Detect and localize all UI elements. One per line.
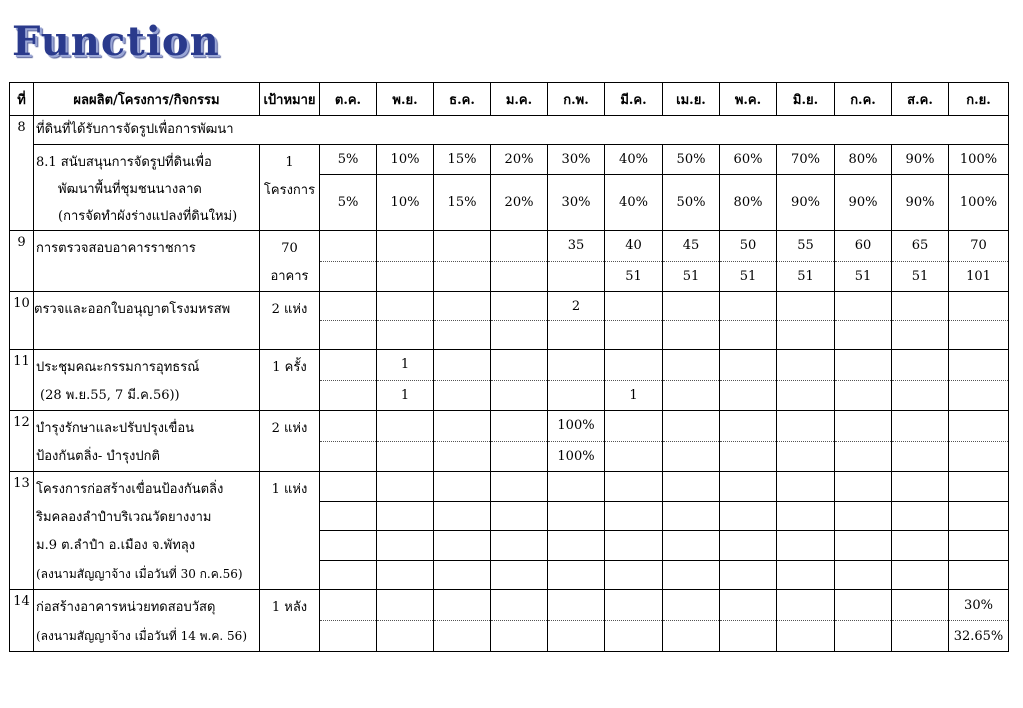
actual-cell xyxy=(491,261,548,292)
actual-cell: 51 xyxy=(835,261,892,292)
empty-cell xyxy=(605,560,663,590)
empty-cell xyxy=(320,472,377,502)
subtitle-line: (การจัดทำผังร่างแปลงที่ดินใหม่) xyxy=(58,209,238,224)
actual-cell xyxy=(605,321,663,350)
empty-cell xyxy=(320,560,377,590)
target-unit: อาคาร xyxy=(270,269,309,284)
plan-cell xyxy=(491,590,548,621)
actual-cell: 20% xyxy=(491,175,548,231)
actual-cell xyxy=(548,621,605,652)
actual-cell xyxy=(663,441,720,472)
empty-cell xyxy=(663,501,720,531)
plan-cell: 5% xyxy=(320,145,377,175)
actual-cell xyxy=(434,441,491,472)
plan-cell xyxy=(663,350,720,381)
row-number: 10 xyxy=(10,292,34,350)
actual-cell xyxy=(434,321,491,350)
actual-cell xyxy=(434,380,491,411)
plan-cell: 90% xyxy=(892,145,949,175)
header-month: ส.ค. xyxy=(892,83,949,116)
header-month: ก.พ. xyxy=(548,83,605,116)
actual-cell xyxy=(377,621,434,652)
actual-cell: 32.65% xyxy=(949,621,1009,652)
actual-cell: 40% xyxy=(605,175,663,231)
row-12-plan xyxy=(10,411,1009,442)
empty-cell xyxy=(777,472,835,502)
row-subtitle: ป้องกันตลิ่ง- บำรุงปกติ xyxy=(36,449,160,464)
empty-cell xyxy=(892,501,949,531)
row-number: 11 xyxy=(10,350,34,411)
row-8-plan xyxy=(10,145,1009,175)
actual-cell: 90% xyxy=(892,175,949,231)
target-value: 1 xyxy=(285,155,294,170)
empty-cell xyxy=(491,531,548,561)
empty-cell xyxy=(491,560,548,590)
actual-cell: 100% xyxy=(949,175,1009,231)
plan-cell: 35 xyxy=(548,231,605,262)
empty-cell xyxy=(663,560,720,590)
row-target xyxy=(260,231,320,292)
actual-cell xyxy=(949,321,1009,350)
actual-cell xyxy=(663,321,720,350)
actual-cell xyxy=(949,380,1009,411)
plan-cell xyxy=(434,292,491,321)
plan-cell: 70 xyxy=(949,231,1009,262)
plan-cell: 65 xyxy=(892,231,949,262)
plan-cell: 50% xyxy=(663,145,720,175)
empty-cell xyxy=(835,472,892,502)
row-number: 8 xyxy=(10,116,34,231)
actual-cell xyxy=(377,441,434,472)
actual-cell: 51 xyxy=(777,261,835,292)
empty-cell xyxy=(434,501,491,531)
plan-cell xyxy=(777,411,835,442)
actual-cell: 51 xyxy=(663,261,720,292)
row-subtitle: (ลงนามสัญญาจ้าง เมื่อวันที่ 14 พ.ค. 56) xyxy=(36,629,248,643)
row-title: โครงการก่อสร้างเขื่อนป้องกันตลิ่ง xyxy=(36,482,224,497)
plan-cell xyxy=(720,350,777,381)
plan-cell xyxy=(377,590,434,621)
plan-cell xyxy=(320,350,377,381)
plan-cell xyxy=(892,411,949,442)
actual-cell: 51 xyxy=(892,261,949,292)
row-title: ก่อสร้างอาคารหน่วยทดสอบวัสดุ xyxy=(36,600,216,615)
header-row xyxy=(10,83,1009,116)
plan-cell xyxy=(434,590,491,621)
actual-cell xyxy=(892,441,949,472)
plan-cell: 70% xyxy=(777,145,835,175)
empty-cell xyxy=(320,501,377,531)
plan-cell xyxy=(605,292,663,321)
empty-cell xyxy=(605,531,663,561)
actual-cell xyxy=(720,380,777,411)
plan-cell xyxy=(663,411,720,442)
actual-cell xyxy=(720,441,777,472)
actual-cell xyxy=(491,321,548,350)
empty-cell xyxy=(663,531,720,561)
header-month: มี.ค. xyxy=(605,83,663,116)
row-11-plan xyxy=(10,350,1009,381)
plan-cell xyxy=(777,590,835,621)
actual-cell xyxy=(835,441,892,472)
actual-cell xyxy=(892,380,949,411)
actual-cell xyxy=(434,261,491,292)
row-9-plan xyxy=(10,231,1009,262)
header-month: เม.ย. xyxy=(663,83,720,116)
plan-cell xyxy=(605,350,663,381)
row-detail: ม.9 ต.ลำปำ อ.เมือง จ.พัทลุง xyxy=(36,538,196,553)
subtitle-line: พัฒนาพื้นที่ชุมชนนางลาด xyxy=(58,182,202,197)
plan-cell xyxy=(835,590,892,621)
empty-cell xyxy=(835,560,892,590)
plan-cell xyxy=(720,590,777,621)
plan-cell xyxy=(491,350,548,381)
plan-cell xyxy=(491,292,548,321)
row-title: การตรวจสอบอาคารราชการ xyxy=(34,231,260,292)
actual-cell: 51 xyxy=(720,261,777,292)
empty-cell xyxy=(377,501,434,531)
row-detail: ริมคลองลำปำบริเวณวัดยางงาม xyxy=(36,510,212,525)
plan-cell: 55 xyxy=(777,231,835,262)
empty-cell xyxy=(548,501,605,531)
plan-cell xyxy=(835,350,892,381)
row-title-block xyxy=(34,411,260,472)
target-unit: โครงการ xyxy=(263,183,316,198)
plan-cell xyxy=(949,350,1009,381)
plan-cell xyxy=(605,411,663,442)
plan-cell xyxy=(320,292,377,321)
actual-cell xyxy=(491,380,548,411)
plan-cell: 50 xyxy=(720,231,777,262)
empty-cell xyxy=(720,472,777,502)
plan-cell xyxy=(720,292,777,321)
empty-cell xyxy=(777,531,835,561)
row-title: ที่ดินที่ได้รับการจัดรูปเพื่อการพัฒนา xyxy=(34,116,1009,145)
empty-cell xyxy=(605,501,663,531)
actual-cell xyxy=(548,261,605,292)
row-number: 13 xyxy=(10,472,34,590)
actual-cell xyxy=(548,380,605,411)
actual-cell xyxy=(835,621,892,652)
empty-cell xyxy=(720,531,777,561)
actual-cell: 100% xyxy=(548,441,605,472)
plan-cell xyxy=(434,350,491,381)
actual-cell xyxy=(377,321,434,350)
header-month: มิ.ย. xyxy=(777,83,835,116)
row-subtitle xyxy=(34,145,260,231)
plan-cell xyxy=(548,350,605,381)
actual-cell: 1 xyxy=(377,380,434,411)
empty-cell xyxy=(320,531,377,561)
actual-cell: 15% xyxy=(434,175,491,231)
row-target: 2 แห่ง xyxy=(260,411,320,472)
plan-cell xyxy=(491,411,548,442)
row-13-line1 xyxy=(10,472,1009,502)
actual-cell: 30% xyxy=(548,175,605,231)
plan-cell xyxy=(434,411,491,442)
plan-cell xyxy=(377,231,434,262)
empty-cell xyxy=(949,501,1009,531)
actual-cell xyxy=(892,321,949,350)
schedule-table xyxy=(9,82,1009,652)
header-month: ม.ค. xyxy=(491,83,548,116)
plan-cell: 40 xyxy=(605,231,663,262)
plan-cell xyxy=(663,292,720,321)
row-number: 12 xyxy=(10,411,34,472)
row-target: 2 แห่ง xyxy=(260,292,320,350)
actual-cell xyxy=(777,380,835,411)
empty-cell xyxy=(663,472,720,502)
actual-cell xyxy=(663,621,720,652)
actual-cell: 50% xyxy=(663,175,720,231)
row-title-block xyxy=(34,350,260,411)
plan-cell xyxy=(605,590,663,621)
plan-cell xyxy=(720,411,777,442)
plan-cell xyxy=(377,292,434,321)
actual-cell xyxy=(835,321,892,350)
plan-cell xyxy=(892,590,949,621)
empty-cell xyxy=(949,531,1009,561)
actual-cell: 10% xyxy=(377,175,434,231)
actual-cell xyxy=(720,621,777,652)
empty-cell xyxy=(377,531,434,561)
plan-cell xyxy=(377,411,434,442)
plan-cell xyxy=(491,231,548,262)
actual-cell: 90% xyxy=(777,175,835,231)
empty-cell xyxy=(720,560,777,590)
header-month: พ.ค. xyxy=(720,83,777,116)
plan-cell xyxy=(777,350,835,381)
plan-cell: 10% xyxy=(377,145,434,175)
empty-cell xyxy=(548,531,605,561)
actual-cell xyxy=(320,380,377,411)
actual-cell xyxy=(548,321,605,350)
empty-cell xyxy=(377,472,434,502)
empty-cell xyxy=(892,472,949,502)
empty-cell xyxy=(720,501,777,531)
plan-cell xyxy=(548,590,605,621)
actual-cell xyxy=(892,621,949,652)
header-month: ต.ค. xyxy=(320,83,377,116)
header-target: เป้าหมาย xyxy=(260,83,320,116)
row-target: 1 ครั้ง xyxy=(260,350,320,411)
row-title: ประชุมคณะกรรมการอุทธรณ์ xyxy=(36,360,200,375)
actual-cell: 1 xyxy=(605,380,663,411)
plan-cell xyxy=(320,231,377,262)
subtitle-line: 8.1 สนับสนุนการจัดรูปที่ดินเพื่อ xyxy=(36,155,212,170)
plan-cell: 30% xyxy=(548,145,605,175)
row-number: 9 xyxy=(10,231,34,292)
actual-cell xyxy=(949,441,1009,472)
empty-cell xyxy=(949,472,1009,502)
plan-cell: 30% xyxy=(949,590,1009,621)
actual-cell xyxy=(434,621,491,652)
empty-cell xyxy=(434,472,491,502)
target-value: 70 xyxy=(281,241,298,256)
actual-cell xyxy=(320,441,377,472)
actual-cell xyxy=(491,441,548,472)
plan-cell xyxy=(835,411,892,442)
header-item: ผลผลิต/โครงการ/กิจกรรม xyxy=(34,83,260,116)
plan-cell: 100% xyxy=(949,145,1009,175)
row-title-block xyxy=(34,472,260,590)
header-month: ก.ค. xyxy=(835,83,892,116)
empty-cell xyxy=(892,531,949,561)
empty-cell xyxy=(835,501,892,531)
plan-cell: 100% xyxy=(548,411,605,442)
row-number: 14 xyxy=(10,590,34,652)
plan-cell: 20% xyxy=(491,145,548,175)
empty-cell xyxy=(548,472,605,502)
header-month: พ.ย. xyxy=(377,83,434,116)
plan-cell xyxy=(892,292,949,321)
plan-cell: 40% xyxy=(605,145,663,175)
actual-cell: 80% xyxy=(720,175,777,231)
plan-cell: 15% xyxy=(434,145,491,175)
plan-cell xyxy=(949,411,1009,442)
empty-cell xyxy=(491,501,548,531)
empty-cell xyxy=(835,531,892,561)
actual-cell xyxy=(777,621,835,652)
actual-cell xyxy=(491,621,548,652)
row-target: 1 หลัง xyxy=(260,590,320,652)
empty-cell xyxy=(605,472,663,502)
plan-cell xyxy=(434,231,491,262)
actual-cell xyxy=(605,621,663,652)
actual-cell: 5% xyxy=(320,175,377,231)
plan-cell xyxy=(835,292,892,321)
actual-cell xyxy=(320,621,377,652)
plan-cell: 60 xyxy=(835,231,892,262)
plan-cell xyxy=(663,590,720,621)
header-no: ที่ xyxy=(10,83,34,116)
plan-cell: 60% xyxy=(720,145,777,175)
row-title: บำรุงรักษาและปรับปรุงเขื่อน xyxy=(36,421,195,436)
row-14-plan xyxy=(10,590,1009,621)
row-subtitle: (ลงนามสัญญาจ้าง เมื่อวันที่ 30 ก.ค.56) xyxy=(36,567,243,581)
header-month: ธ.ค. xyxy=(434,83,491,116)
plan-cell: 1 xyxy=(377,350,434,381)
actual-cell xyxy=(605,441,663,472)
row-10-plan xyxy=(10,292,1009,321)
actual-cell: 51 xyxy=(605,261,663,292)
empty-cell xyxy=(949,560,1009,590)
empty-cell xyxy=(892,560,949,590)
actual-cell xyxy=(320,261,377,292)
actual-cell xyxy=(835,380,892,411)
actual-cell xyxy=(377,261,434,292)
plan-cell xyxy=(892,350,949,381)
empty-cell xyxy=(434,531,491,561)
row-title: ตรวจและออกใบอนุญาตโรงมหรสพ xyxy=(34,292,260,350)
plan-cell: 45 xyxy=(663,231,720,262)
plan-cell: 80% xyxy=(835,145,892,175)
actual-cell xyxy=(320,321,377,350)
plan-cell xyxy=(320,411,377,442)
empty-cell xyxy=(491,472,548,502)
plan-cell: 2 xyxy=(548,292,605,321)
actual-cell: 90% xyxy=(835,175,892,231)
empty-cell xyxy=(377,560,434,590)
page-title: Function xyxy=(12,18,220,65)
row-target: 1 แห่ง xyxy=(260,472,320,590)
empty-cell xyxy=(548,560,605,590)
plan-cell xyxy=(777,292,835,321)
empty-cell xyxy=(777,501,835,531)
actual-cell xyxy=(777,321,835,350)
actual-cell xyxy=(720,321,777,350)
row-8-heading xyxy=(10,116,1009,145)
plan-cell xyxy=(949,292,1009,321)
row-title-block xyxy=(34,590,260,652)
actual-cell: 101 xyxy=(949,261,1009,292)
row-target xyxy=(260,145,320,231)
empty-cell xyxy=(777,560,835,590)
empty-cell xyxy=(434,560,491,590)
actual-cell xyxy=(663,380,720,411)
row-subtitle: (28 พ.ย.55, 7 มี.ค.56)) xyxy=(40,388,180,403)
plan-cell xyxy=(320,590,377,621)
actual-cell xyxy=(777,441,835,472)
header-month: ก.ย. xyxy=(949,83,1009,116)
